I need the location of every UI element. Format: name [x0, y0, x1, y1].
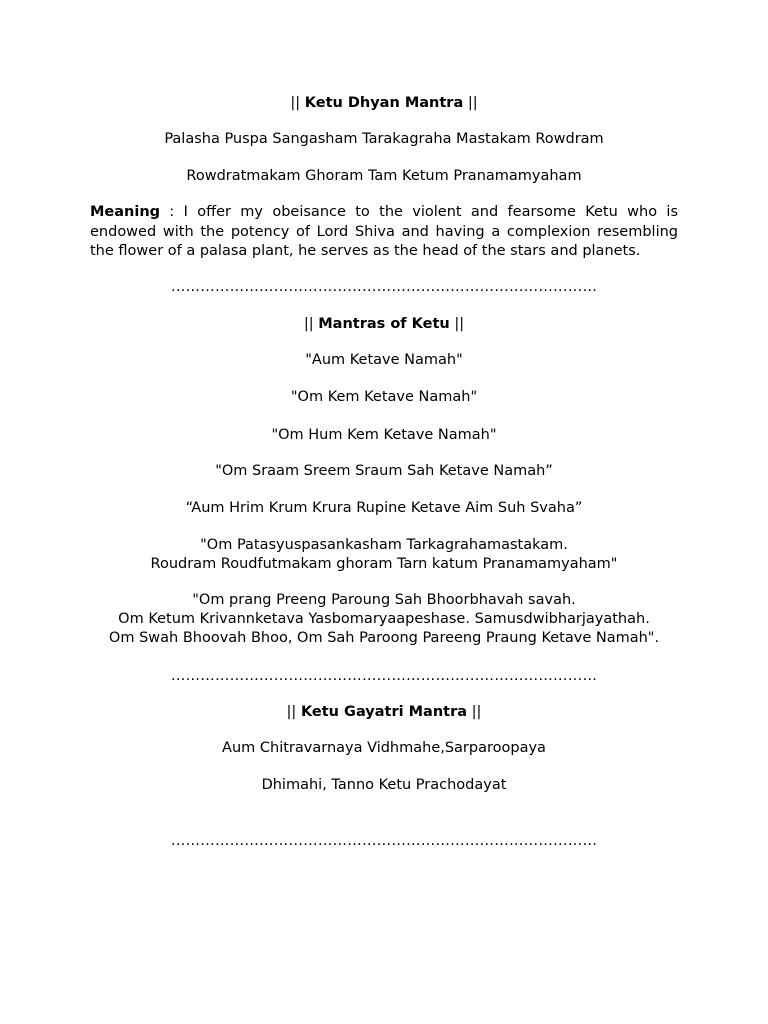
mantra-block-line: "Om prang Preeng Paroung Sah Bhoorbhavah savah. [192, 592, 576, 608]
separator-1: …………………………………………………………………………… [170, 279, 598, 295]
heading-suffix: || [463, 95, 478, 111]
mantra-line: "Om Sraam Sreem Sraum Sah Ketave Namah” [215, 463, 553, 479]
mantra-line: "Om Hum Kem Ketave Namah" [271, 427, 497, 443]
mantra-block-1 [90, 536, 678, 574]
meaning-paragraph [90, 203, 678, 262]
mantra-block-line: Roudram Roudfutmakam ghoram Tarn katum Pranamamyaham" [150, 556, 618, 572]
mantra-block-line: Om Swah Bhoovah Bhoo, Om Sah Paroong Pareeng Praung Ketave Namah". [108, 630, 660, 646]
gayatri-mantra-heading [90, 703, 678, 722]
gayatri-mantra-line-2: Dhimahi, Tanno Ketu Prachodayat [261, 777, 507, 793]
heading-title: Ketu Gayatri Mantra [300, 704, 468, 720]
dhyan-mantra-line-1: Palasha Puspa Sangasham Tarakagraha Mastakam Rowdram [164, 131, 604, 147]
mantra-line: "Aum Ketave Namah" [305, 352, 463, 368]
dhyan-mantra-line-2: Rowdratmakam Ghoram Tam Ketum Pranamamyaham [186, 168, 582, 184]
mantra-block-2 [90, 591, 678, 648]
mantra-line: “Aum Hrim Krum Krura Rupine Ketave Aim Suh Svaha” [185, 500, 583, 516]
heading-prefix: || [286, 704, 301, 720]
mantra-block-line: Om Ketum Krivannketava Yasbomaryaapeshase. Samusdwibharjayathah. [118, 611, 650, 627]
mantra-line: "Om Kem Ketave Namah" [290, 389, 478, 405]
separator-3: …………………………………………………………………………… [170, 833, 598, 849]
heading-title: Ketu Dhyan Mantra [304, 95, 464, 111]
meaning-text: : I offer my obeisance to the violent and fearsome Ketu who is endowed with the potency of Lord Shiva and having a complexion resembling the flower of a palasa plant, he serves as the head of the stars and planets. [90, 204, 678, 259]
mantra-block-line: "Om Patasyuspasankasham Tarkagrahamastakam. [200, 537, 568, 553]
dhyan-mantra-heading [90, 94, 678, 113]
heading-prefix: || [290, 95, 305, 111]
heading-prefix: || [303, 316, 319, 332]
heading-title: Mantras of Ketu [318, 316, 450, 332]
separator-2: …………………………………………………………………………… [170, 668, 598, 684]
meaning-label: Meaning [90, 204, 161, 220]
heading-suffix: || [449, 316, 465, 332]
heading-suffix: || [467, 704, 482, 720]
gayatri-mantra-line-1: Aum Chitravarnaya Vidhmahe,Sarparoopaya [222, 740, 546, 756]
mantras-heading [90, 315, 678, 334]
